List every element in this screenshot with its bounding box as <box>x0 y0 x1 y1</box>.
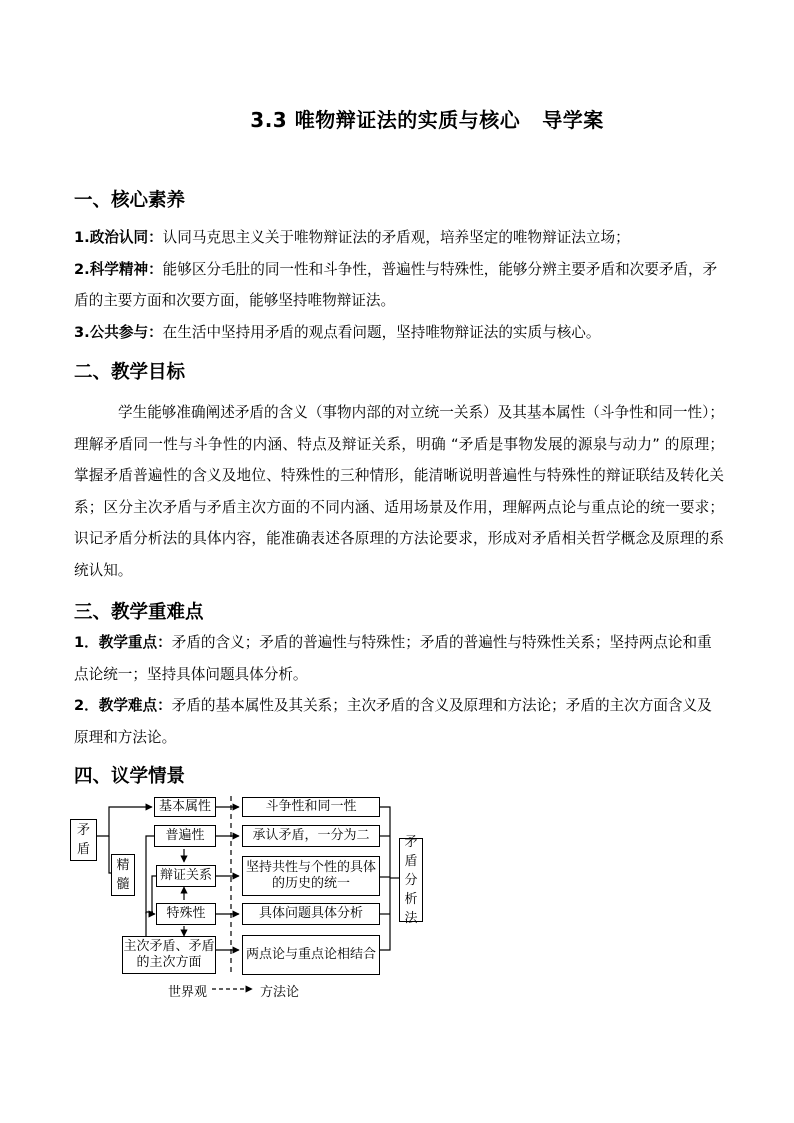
section1-item: 2.科学精神：能够区分毛肚的同一性和斗争性，普遍性与特殊性，能够分辨主要矛盾和次要矛盾，矛盾的主要方面和次要方面，能够坚持唯物辩证法。 <box>74 260 718 309</box>
legend-methodology: 方法论 <box>260 985 300 1000</box>
section3-item: 2．教学难点：矛盾的基本属性及其关系；主次矛盾的含义及原理和方法论；矛盾的主次方面含义及原理和方法论。 <box>74 697 712 746</box>
section4-heading: 四、议学情景 <box>74 766 186 787</box>
section3-item: 1．教学重点：矛盾的含义；矛盾的普遍性与特殊性；矛盾的普遍性与特殊性关系；坚持两点论和重点论统一；坚持具体问题具体分析。 <box>74 634 712 683</box>
node-m4: 具体问题具体分析 <box>242 903 380 925</box>
node-essence: 精髓 <box>111 854 135 896</box>
node-basic-attribute: 基本属性 <box>154 797 216 817</box>
section1-body <box>74 222 724 348</box>
section2-heading: 二、教学目标 <box>74 362 186 383</box>
node-method: 矛盾分析法 <box>399 838 423 922</box>
node-particularity: 特殊性 <box>156 903 216 925</box>
node-m3: 坚持共性与个性的具体的历史的统一 <box>242 856 380 896</box>
title-sub: 导学案 <box>542 108 604 132</box>
legend-worldview: 世界观 <box>168 985 208 1000</box>
section1-item: 1.政治认同：认同马克思主义关于唯物辩证法的矛盾观，培养坚定的唯物辩证法立场； <box>74 229 630 246</box>
node-m5: 两点论与重点论相结合 <box>242 935 380 975</box>
document-title <box>0 104 794 133</box>
node-principal: 主次矛盾、矛盾的主次方面 <box>122 936 216 974</box>
section3-heading: 三、教学重难点 <box>74 602 204 623</box>
section1-item: 3.公共参与：在生活中坚持用矛盾的观点看问题，坚持唯物辩证法的实质与核心。 <box>74 323 601 341</box>
node-m1: 斗争性和同一性 <box>242 797 380 817</box>
section3-body <box>74 627 724 753</box>
section1-heading: 一、核心素养 <box>74 190 186 211</box>
node-root: 矛盾 <box>70 819 97 861</box>
section2-body: 学生能够准确阐述矛盾的含义（事物内部的对立统一关系）及其基本属性（斗争性和同一性）；理解矛盾同一性与斗争性的内涵、特点及辩证关系，明确 “矛盾是事物发展的源泉与动力” 的原理；掌握矛盾普遍性的含义及地位、特殊性的三种情形，能清晰说明普遍性与特殊性的辩证联结及转化关系；区分主次矛盾与矛盾主次方面的不同内涵、适用场景及作用，理解两点论与重点论的统一要求；识记矛盾分析法的具体内容，能准确表述各原理的方法论要求，形成对矛盾相关哲学概念及原理的系统认知。 <box>74 404 724 579</box>
node-dialectical-relation: 辩证关系 <box>156 865 216 887</box>
node-m2: 承认矛盾，一分为二 <box>242 825 380 847</box>
title-main: 3.3 唯物辩证法的实质与核心 <box>250 108 521 132</box>
node-universality: 普遍性 <box>154 825 216 847</box>
contradiction-diagram <box>64 788 434 1003</box>
